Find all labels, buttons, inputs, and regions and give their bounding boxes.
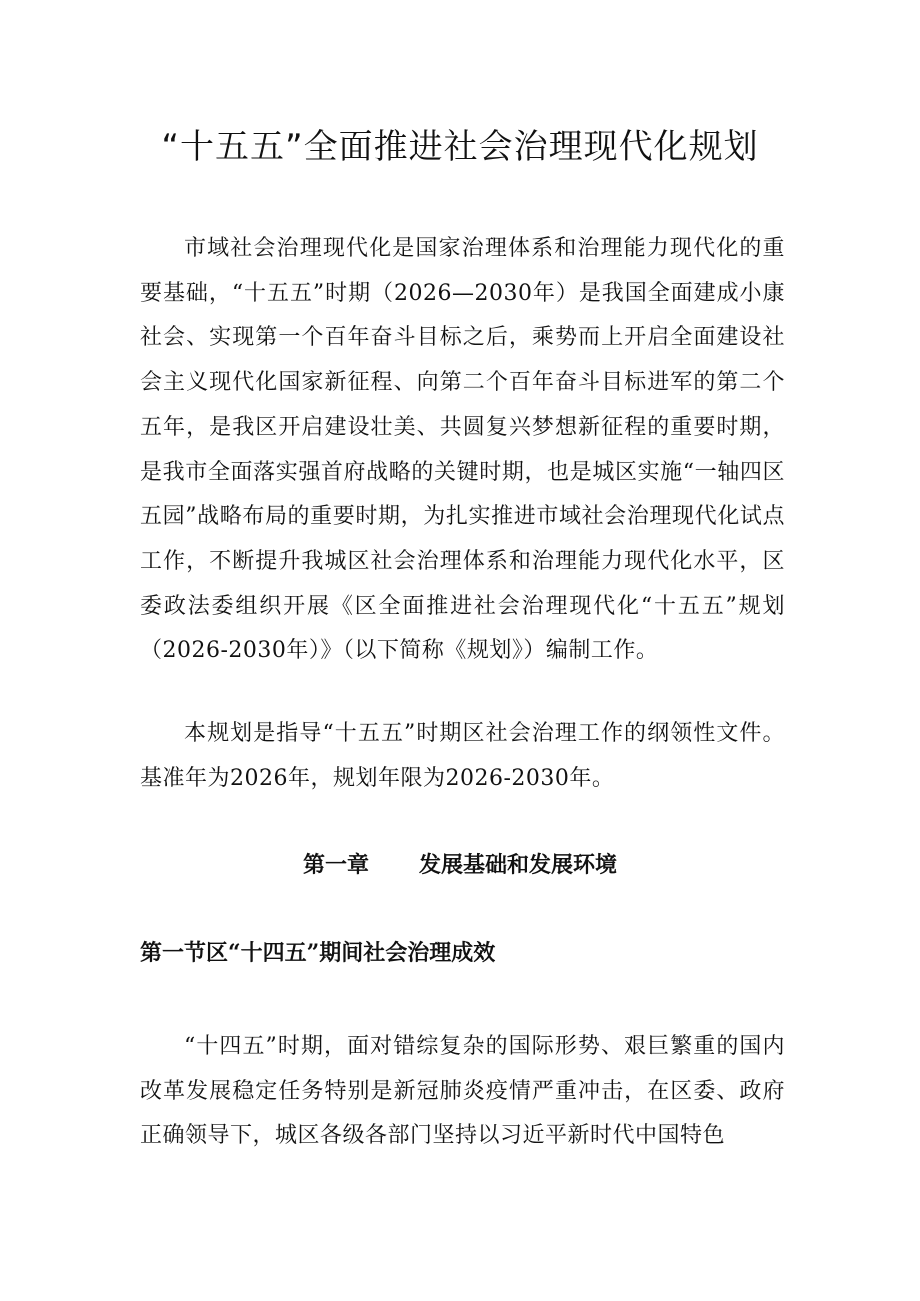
chapter-number: 第一章 — [302, 852, 369, 878]
document-title: “十五五”全面推进社会治理现代化规划 — [161, 127, 759, 167]
chapter-heading — [0, 852, 920, 878]
section-heading: 第一节区“十四五”期间社会治理成效 — [140, 940, 496, 966]
section-paragraph: “十四五”时期，面对错综复杂的国际形势、艰巨繁重的国内改革发展稳定任务特别是新冠肺炎疫情严重冲击，在区委、政府正确领导下，城区各级各部门坚持以习近平新时代中国特色 — [140, 1034, 785, 1149]
chapter-title: 发展基础和发展环境 — [419, 852, 618, 878]
intro-paragraph: 市域社会治理现代化是国家治理体系和治理能力现代化的重要基础，“十五五”时期（2026—2030年）是我国全面建成小康社会、实现第一个百年奋斗目标之后，乘势而上开启全面建设社会主义现代化国家新征程、向第二个百年奋斗目标进军的第二个五年，是我区开启建设壮美、共圆复兴梦想新征程的重要时期，是我市全面落实强首府战略的关键时期，也是城区实施“一轴四区五园”战略布局的重要时期，为扎实推进市域社会治理现代化试点工作，不断提升我城区社会治理体系和治理能力现代化水平，区委政法委组织开展《区全面推进社会治理现代化“十五五”规划（2026-2030年）》（以下简称《规划》）编制工作。 — [140, 236, 785, 664]
scope-paragraph: 本规划是指导“十五五”时期区社会治理工作的纲领性文件。基准年为2026年，规划年限为2026-2030年。 — [140, 721, 785, 791]
